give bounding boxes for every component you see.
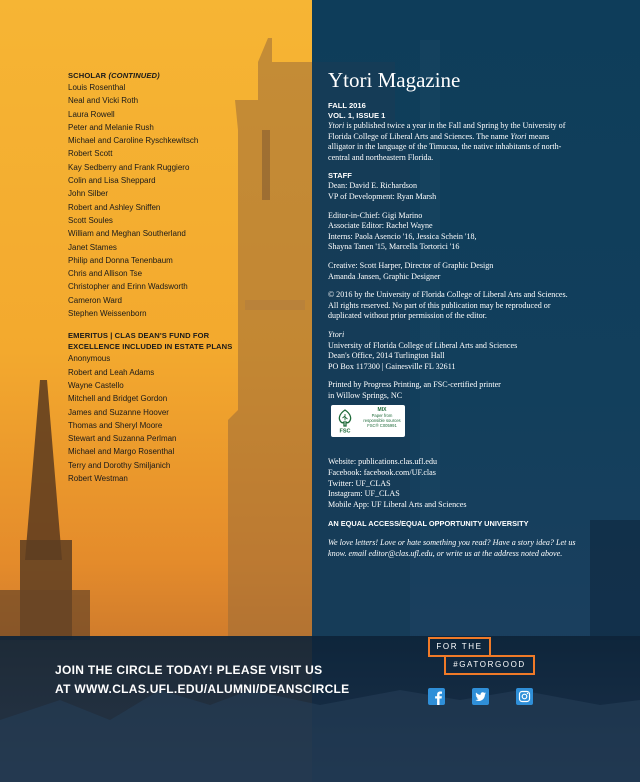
scholar-heading-continued: (CONTINUED) — [108, 71, 160, 80]
fsc-line-1: Paper from — [371, 413, 393, 419]
emeritus-heading-line-1: EMERITUS | CLAS DEAN'S FUND FOR — [68, 331, 210, 341]
donor-name: Robert Westman — [68, 474, 128, 484]
donor-name: Scott Soules — [68, 215, 113, 225]
letters-note: We love letters! Love or hate something you read? Have a story idea? Let us know. email editor@clas.ufl.edu, or write us at the address noted above. — [328, 538, 576, 558]
gator-good-hashtag[interactable]: #GATORGOOD — [444, 655, 535, 675]
donor-name: James and Suzanne Hoover — [68, 407, 169, 417]
donor-name: Robert and Ashley Sniffen — [68, 202, 161, 212]
donor-name: Stewart and Suzanna Perlman — [68, 434, 177, 444]
donor-name: Christopher and Erinn Wadsworth — [68, 282, 188, 292]
donor-name: Robert Scott — [68, 149, 113, 159]
address-college: University of Florida College of Liberal Arts and Sciences — [328, 340, 518, 350]
intro-ytori-2: Ytori — [510, 131, 527, 141]
donor-name: Chris and Allison Tse — [68, 269, 143, 279]
staff-block — [328, 181, 578, 202]
interns-line-2: Shayna Tanen '15, Marcella Tortorici '16 — [328, 242, 460, 252]
donor-name: William and Meghan Southerland — [68, 229, 186, 239]
donor-name: Neal and Vicki Roth — [68, 96, 139, 106]
donor-name: Colin and Lisa Sheppard — [68, 176, 156, 186]
associate-editor: Associate Editor: Rachel Wayne — [328, 221, 433, 231]
magazine-title: Ytori Magazine — [328, 68, 461, 92]
graphic-designer: Amanda Jansen, Graphic Designer — [328, 271, 441, 281]
staff-dean: Dean: David E. Richardson — [328, 181, 418, 191]
donor-name: Thomas and Sheryl Moore — [68, 420, 163, 430]
donor-name: Wayne Castello — [68, 380, 124, 390]
fsc-text — [361, 408, 403, 428]
donor-name: Stephen Weissenborn — [68, 309, 147, 319]
donor-name: Terry and Dorothy Smiljanich — [68, 460, 171, 470]
address-ytori: Ytori — [328, 329, 345, 339]
intro-text-1: is published twice a year in the Fall and Spring by the University of Florida College of Liberal Arts and Sciences. The name — [328, 121, 566, 141]
issue-volume: VOL. 1, ISSUE 1 — [328, 111, 386, 120]
section-gap — [68, 320, 298, 330]
address-office: Dean's Office, 2014 Turlington Hall — [328, 351, 445, 361]
scholar-heading-text: SCHOLAR — [68, 71, 107, 80]
cta-line-1: JOIN THE CIRCLE TODAY! PLEASE VISIT US — [55, 663, 323, 677]
fsc-mix: MIX — [377, 407, 387, 414]
donor-name: Michael and Margo Rosenthal — [68, 447, 175, 457]
facebook-icon[interactable] — [428, 688, 445, 705]
donor-name: Michael and Caroline Ryschkewitsch — [68, 136, 199, 146]
masthead — [328, 68, 578, 559]
fsc-logo-text: FSC — [339, 428, 351, 435]
twitter-icon[interactable] — [472, 688, 489, 705]
instagram-icon[interactable] — [516, 688, 533, 705]
editor-in-chief: Editor-in-Chief: Gigi Marino — [328, 210, 423, 220]
instagram-link[interactable]: Instagram: UF_CLAS — [328, 489, 400, 499]
website-link[interactable]: Website: publications.clas.ufl.edu — [328, 457, 438, 467]
interns-line-1: Interns: Paola Asencio '16, Jessica Schein '18, — [328, 231, 477, 241]
equal-access-statement: AN EQUAL ACCESS/EQUAL OPPORTUNITY UNIVERSITY — [328, 519, 529, 529]
donor-name: Laura Rowell — [68, 109, 115, 119]
intro-text-2: means alligator in the language of the Timucua, the native inhabitants of north-central and northeastern Florida. — [328, 131, 562, 162]
fsc-line-2: responsible sources — [363, 418, 401, 424]
twitter-link[interactable]: Twitter: UF_CLAS — [328, 478, 391, 488]
creative-block — [328, 261, 578, 282]
facebook-link[interactable]: Facebook: facebook.com/UF.clas — [328, 468, 436, 478]
donor-name: Kay Sedberry and Frank Ruggiero — [68, 162, 190, 172]
intro-paragraph — [328, 121, 578, 163]
gator-good-line-1: FOR THE — [428, 637, 491, 657]
donor-list — [68, 70, 298, 485]
printer-line-2: in Willow Springs, NC — [328, 390, 403, 400]
contact-block — [328, 457, 578, 510]
printer-line-1: Printed by Progress Printing, an FSC-certified printer — [328, 380, 501, 390]
donor-name: Anonymous — [68, 354, 111, 364]
donor-name: Peter and Melanie Rush — [68, 122, 154, 132]
address-pobox: PO Box 117300 | Gainesville FL 32611 — [328, 361, 456, 371]
cta-line-2[interactable]: AT WWW.CLAS.UFL.EDU/ALUMNI/DEANSCIRCLE — [55, 682, 350, 696]
creative-director: Creative: Scott Harper, Director of Graphic Design — [328, 260, 494, 270]
donor-name: Cameron Ward — [68, 295, 122, 305]
mobile-app-link[interactable]: Mobile App: UF Liberal Arts and Sciences — [328, 499, 467, 509]
donor-name: Robert and Leah Adams — [68, 367, 155, 377]
donor-name: Mitchell and Bridget Gordon — [68, 394, 168, 404]
address-block — [328, 330, 578, 372]
editorial-block — [328, 211, 578, 253]
staff-heading: STAFF — [328, 171, 352, 181]
scholar-heading — [68, 70, 298, 81]
staff-vp: VP of Development: Ryan Marsh — [328, 191, 437, 201]
donor-name: Philip and Donna Tenenbaum — [68, 255, 173, 265]
issue-season: FALL 2016 — [328, 101, 366, 110]
fsc-tree-icon — [335, 408, 355, 434]
join-circle-cta — [55, 661, 349, 699]
donor-name: Louis Rosenthal — [68, 83, 126, 92]
fsc-code: FSC® C005991 — [367, 423, 397, 429]
donor-name: John Silber — [68, 189, 109, 199]
fsc-badge — [331, 405, 405, 437]
emeritus-heading-line-2: EXCELLENCE INCLUDED IN ESTATE PLANS — [68, 342, 233, 352]
intro-ytori-1: Ytori — [328, 121, 345, 130]
printer-block — [328, 380, 578, 401]
donor-name: Janet Stames — [68, 242, 117, 252]
copyright-notice: © 2016 by the University of Florida College of Liberal Arts and Sciences. All rights reserved. No part of this publication may be reproduced or duplicated without prior permission of the editor. — [328, 290, 568, 321]
